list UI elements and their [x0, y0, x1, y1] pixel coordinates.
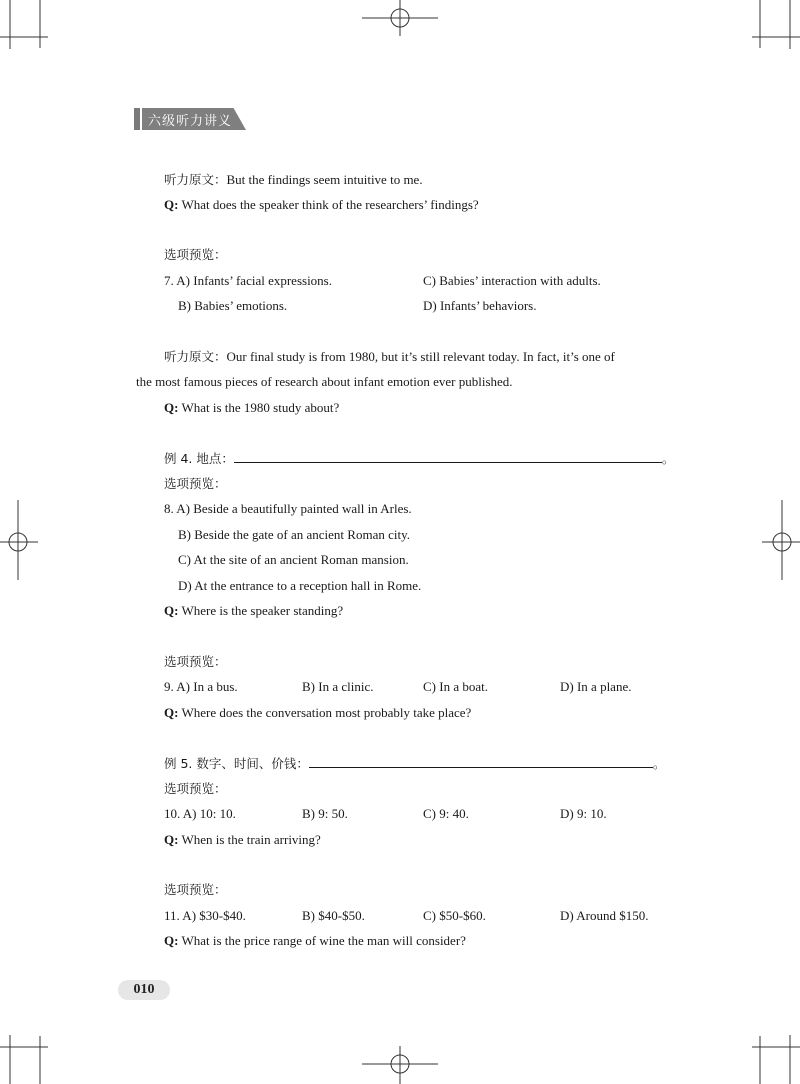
question-text: Where is the speaker standing? — [181, 603, 344, 618]
question-text: Where does the conversation most probably take place? — [181, 705, 472, 720]
option-c: C) 9: 40. — [423, 806, 469, 821]
option-c: C) At the site of an ancient Roman mansion. — [178, 552, 409, 567]
example-end-mark: 。 — [661, 451, 675, 466]
script-line — [164, 172, 423, 188]
question-line — [164, 197, 479, 213]
script-text: But the findings seem intuitive to me. — [226, 172, 423, 187]
question-label: Q: — [164, 832, 179, 847]
question-label: Q: — [164, 603, 179, 618]
question-line — [164, 705, 471, 721]
script-text: Our final study is from 1980, but it’s still relevant today. In fact, it’s one of — [226, 349, 615, 364]
options-preview-label: 选项预览： — [164, 476, 227, 491]
option-d: D) At the entrance to a reception hall in Rome. — [178, 578, 422, 593]
option-b: B) Babies’ emotions. — [178, 298, 288, 313]
option-a: 8. A) Beside a beautifully painted wall in Arles. — [164, 501, 412, 516]
question-line — [164, 832, 321, 848]
option-a: 10. A) 10: 10. — [164, 806, 236, 821]
question-text: What is the price range of wine the man will consider? — [181, 933, 466, 948]
options-preview-label: 选项预览： — [164, 654, 227, 669]
option-c: C) Babies’ interaction with adults. — [423, 273, 601, 288]
option-d: D) In a plane. — [560, 679, 632, 694]
page-number-badge — [118, 980, 170, 1000]
option-a: 7. A) Infants’ facial expressions. — [164, 273, 332, 288]
options-preview-label: 选项预览： — [164, 882, 227, 897]
script-line — [164, 349, 615, 365]
script-text-continued: the most famous pieces of research about infant emotion ever published. — [136, 374, 513, 389]
question-label: Q: — [164, 705, 179, 720]
option-b: B) In a clinic. — [302, 679, 374, 694]
option-d: D) 9: 10. — [560, 806, 607, 821]
script-label: 听力原文： — [164, 349, 227, 364]
question-text: What does the speaker think of the researchers’ findings? — [181, 197, 479, 212]
script-label: 听力原文： — [164, 172, 227, 187]
option-c: C) In a boat. — [423, 679, 488, 694]
options-preview-label: 选项预览： — [164, 781, 227, 796]
options-preview-label: 选项预览： — [164, 247, 227, 262]
option-b: B) $40-$50. — [302, 908, 365, 923]
question-label: Q: — [164, 400, 179, 415]
question-text: What is the 1980 study about? — [181, 400, 340, 415]
example-title: 例 5. 数字、时间、价钱： — [164, 756, 309, 771]
example-end-mark: 。 — [652, 756, 666, 771]
question-line — [164, 400, 339, 416]
question-label: Q: — [164, 197, 179, 212]
option-a: 9. A) In a bus. — [164, 679, 238, 694]
example-title: 例 4. 地点： — [164, 451, 234, 466]
question-text: When is the train arriving? — [181, 832, 321, 847]
fill-blank — [234, 450, 662, 463]
question-line — [164, 603, 343, 619]
option-b: B) Beside the gate of an ancient Roman city. — [178, 527, 411, 542]
fill-blank — [309, 755, 653, 768]
question-line — [164, 933, 466, 949]
example-4-heading — [164, 450, 674, 467]
header-accent-bar — [134, 108, 140, 130]
question-label: Q: — [164, 933, 179, 948]
section-header-tag — [134, 108, 246, 130]
section-header-title: 六级听力讲义 — [148, 114, 233, 129]
option-d: D) Infants’ behaviors. — [423, 298, 537, 313]
page-number: 010 — [133, 982, 155, 997]
option-b: B) 9: 50. — [302, 806, 348, 821]
option-d: D) Around $150. — [560, 908, 649, 923]
example-5-heading — [164, 755, 665, 772]
option-a: 11. A) $30-$40. — [164, 908, 246, 923]
option-c: C) $50-$60. — [423, 908, 486, 923]
